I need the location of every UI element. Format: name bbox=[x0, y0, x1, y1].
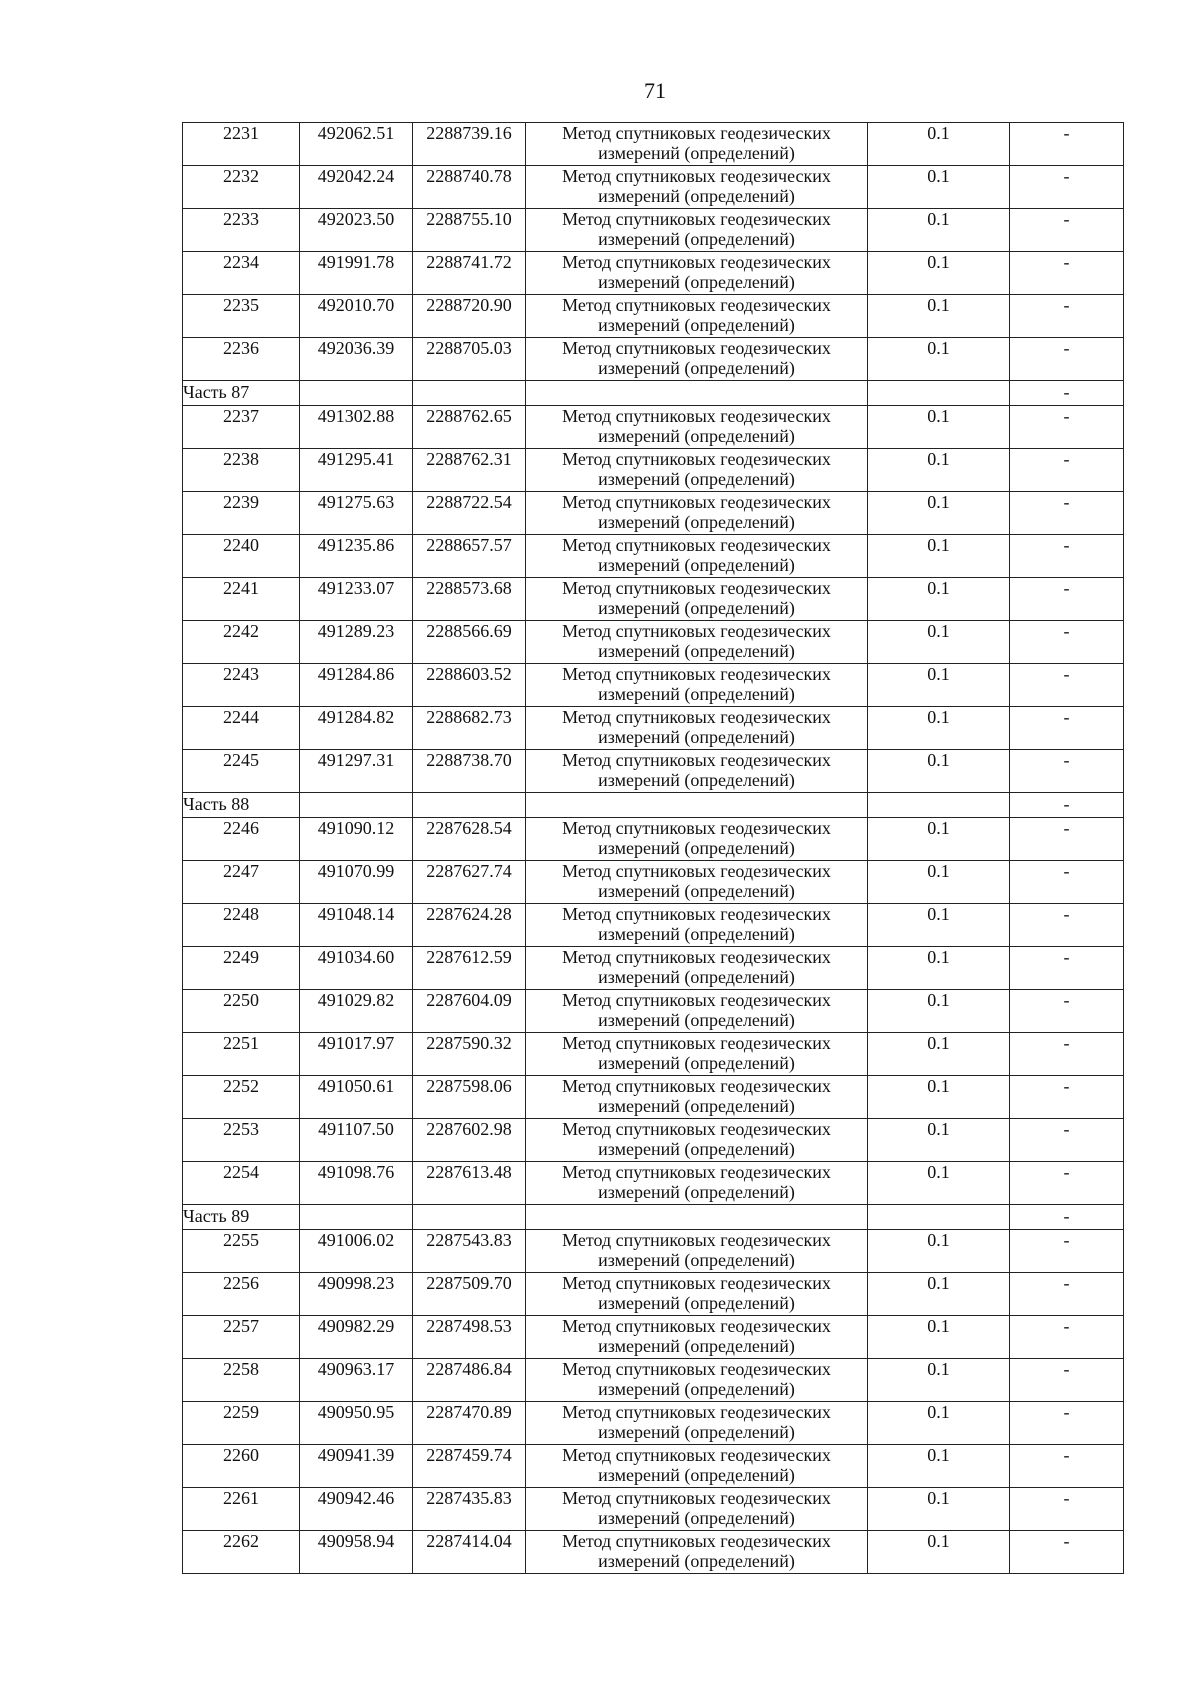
x-coordinate-cell: 491017.97 bbox=[300, 1033, 413, 1076]
method-cell: Метод спутниковых геодезических измерений (определений) bbox=[526, 1402, 868, 1445]
x-coordinate-cell: 492036.39 bbox=[300, 338, 413, 381]
extra-cell: - bbox=[1010, 947, 1124, 990]
empty-cell bbox=[413, 793, 526, 818]
x-coordinate-cell: 491070.99 bbox=[300, 861, 413, 904]
method-cell: Метод спутниковых геодезических измерений (определений) bbox=[526, 492, 868, 535]
extra-cell: - bbox=[1010, 449, 1124, 492]
point-number-cell: 2243 bbox=[183, 664, 300, 707]
table-row bbox=[183, 904, 1124, 947]
accuracy-cell: 0.1 bbox=[868, 1162, 1010, 1205]
point-number-cell: 2252 bbox=[183, 1076, 300, 1119]
table-row bbox=[183, 1033, 1124, 1076]
x-coordinate-cell: 491050.61 bbox=[300, 1076, 413, 1119]
empty-cell bbox=[413, 381, 526, 406]
y-coordinate-cell: 2287414.04 bbox=[413, 1531, 526, 1574]
point-number-cell: 2251 bbox=[183, 1033, 300, 1076]
extra-cell: - bbox=[1010, 338, 1124, 381]
x-coordinate-cell: 492023.50 bbox=[300, 209, 413, 252]
table-row bbox=[183, 295, 1124, 338]
table-row bbox=[183, 621, 1124, 664]
y-coordinate-cell: 2287590.32 bbox=[413, 1033, 526, 1076]
point-number-cell: 2235 bbox=[183, 295, 300, 338]
x-coordinate-cell: 491034.60 bbox=[300, 947, 413, 990]
accuracy-cell: 0.1 bbox=[868, 1359, 1010, 1402]
y-coordinate-cell: 2288722.54 bbox=[413, 492, 526, 535]
method-cell: Метод спутниковых геодезических измерений (определений) bbox=[526, 1488, 868, 1531]
table-row bbox=[183, 535, 1124, 578]
table-row bbox=[183, 818, 1124, 861]
extra-cell: - bbox=[1010, 209, 1124, 252]
extra-cell: - bbox=[1010, 1445, 1124, 1488]
point-number-cell: 2240 bbox=[183, 535, 300, 578]
accuracy-cell: 0.1 bbox=[868, 818, 1010, 861]
x-coordinate-cell: 490963.17 bbox=[300, 1359, 413, 1402]
x-coordinate-cell: 490958.94 bbox=[300, 1531, 413, 1574]
table-body bbox=[183, 123, 1124, 1574]
extra-cell: - bbox=[1010, 1076, 1124, 1119]
method-cell: Метод спутниковых геодезических измерений (определений) bbox=[526, 818, 868, 861]
extra-cell: - bbox=[1010, 535, 1124, 578]
y-coordinate-cell: 2288738.70 bbox=[413, 750, 526, 793]
point-number-cell: 2254 bbox=[183, 1162, 300, 1205]
empty-cell bbox=[526, 793, 868, 818]
accuracy-cell: 0.1 bbox=[868, 1488, 1010, 1531]
table-row bbox=[183, 861, 1124, 904]
x-coordinate-cell: 491289.23 bbox=[300, 621, 413, 664]
table-row bbox=[183, 750, 1124, 793]
empty-cell bbox=[868, 1205, 1010, 1230]
table-row bbox=[183, 1076, 1124, 1119]
accuracy-cell: 0.1 bbox=[868, 707, 1010, 750]
point-number-cell: 2238 bbox=[183, 449, 300, 492]
method-cell: Метод спутниковых геодезических измерений (определений) bbox=[526, 252, 868, 295]
accuracy-cell: 0.1 bbox=[868, 1445, 1010, 1488]
extra-cell: - bbox=[1010, 1488, 1124, 1531]
method-cell: Метод спутниковых геодезических измерений (определений) bbox=[526, 1531, 868, 1574]
table-row bbox=[183, 947, 1124, 990]
table-row bbox=[183, 1531, 1124, 1574]
method-cell: Метод спутниковых геодезических измерений (определений) bbox=[526, 166, 868, 209]
method-cell: Метод спутниковых геодезических измерений (определений) bbox=[526, 1162, 868, 1205]
extra-cell: - bbox=[1010, 904, 1124, 947]
point-number-cell: 2255 bbox=[183, 1230, 300, 1273]
point-number-cell: 2242 bbox=[183, 621, 300, 664]
point-number-cell: 2250 bbox=[183, 990, 300, 1033]
x-coordinate-cell: 492010.70 bbox=[300, 295, 413, 338]
y-coordinate-cell: 2288755.10 bbox=[413, 209, 526, 252]
y-coordinate-cell: 2288682.73 bbox=[413, 707, 526, 750]
point-number-cell: 2245 bbox=[183, 750, 300, 793]
y-coordinate-cell: 2287602.98 bbox=[413, 1119, 526, 1162]
point-number-cell: 2258 bbox=[183, 1359, 300, 1402]
table-row bbox=[183, 209, 1124, 252]
x-coordinate-cell: 490950.95 bbox=[300, 1402, 413, 1445]
extra-cell: - bbox=[1010, 381, 1124, 406]
x-coordinate-cell: 491107.50 bbox=[300, 1119, 413, 1162]
accuracy-cell: 0.1 bbox=[868, 1119, 1010, 1162]
accuracy-cell: 0.1 bbox=[868, 209, 1010, 252]
extra-cell: - bbox=[1010, 406, 1124, 449]
accuracy-cell: 0.1 bbox=[868, 338, 1010, 381]
table-row bbox=[183, 664, 1124, 707]
method-cell: Метод спутниковых геодезических измерений (определений) bbox=[526, 209, 868, 252]
x-coordinate-cell: 491090.12 bbox=[300, 818, 413, 861]
extra-cell: - bbox=[1010, 1359, 1124, 1402]
accuracy-cell: 0.1 bbox=[868, 166, 1010, 209]
table-row bbox=[183, 578, 1124, 621]
part-header-row bbox=[183, 793, 1124, 818]
coordinates-table bbox=[182, 122, 1124, 1574]
accuracy-cell: 0.1 bbox=[868, 947, 1010, 990]
empty-cell bbox=[300, 1205, 413, 1230]
x-coordinate-cell: 491284.82 bbox=[300, 707, 413, 750]
table-row bbox=[183, 707, 1124, 750]
y-coordinate-cell: 2287624.28 bbox=[413, 904, 526, 947]
table-row bbox=[183, 1488, 1124, 1531]
x-coordinate-cell: 490998.23 bbox=[300, 1273, 413, 1316]
x-coordinate-cell: 491048.14 bbox=[300, 904, 413, 947]
extra-cell: - bbox=[1010, 1033, 1124, 1076]
method-cell: Метод спутниковых геодезических измерений (определений) bbox=[526, 664, 868, 707]
part-label-cell: Часть 87 bbox=[183, 381, 300, 406]
point-number-cell: 2257 bbox=[183, 1316, 300, 1359]
method-cell: Метод спутниковых геодезических измерений (определений) bbox=[526, 707, 868, 750]
extra-cell: - bbox=[1010, 707, 1124, 750]
method-cell: Метод спутниковых геодезических измерений (определений) bbox=[526, 295, 868, 338]
accuracy-cell: 0.1 bbox=[868, 252, 1010, 295]
x-coordinate-cell: 491006.02 bbox=[300, 1230, 413, 1273]
x-coordinate-cell: 492042.24 bbox=[300, 166, 413, 209]
x-coordinate-cell: 490941.39 bbox=[300, 1445, 413, 1488]
point-number-cell: 2248 bbox=[183, 904, 300, 947]
empty-cell bbox=[868, 381, 1010, 406]
y-coordinate-cell: 2288740.78 bbox=[413, 166, 526, 209]
x-coordinate-cell: 491302.88 bbox=[300, 406, 413, 449]
y-coordinate-cell: 2288705.03 bbox=[413, 338, 526, 381]
accuracy-cell: 0.1 bbox=[868, 535, 1010, 578]
method-cell: Метод спутниковых геодезических измерений (определений) bbox=[526, 1230, 868, 1273]
y-coordinate-cell: 2288762.65 bbox=[413, 406, 526, 449]
table-row bbox=[183, 990, 1124, 1033]
table-row bbox=[183, 1230, 1124, 1273]
point-number-cell: 2231 bbox=[183, 123, 300, 166]
method-cell: Метод спутниковых геодезических измерений (определений) bbox=[526, 1445, 868, 1488]
extra-cell: - bbox=[1010, 1119, 1124, 1162]
part-header-row bbox=[183, 381, 1124, 406]
accuracy-cell: 0.1 bbox=[868, 449, 1010, 492]
extra-cell: - bbox=[1010, 1205, 1124, 1230]
point-number-cell: 2259 bbox=[183, 1402, 300, 1445]
y-coordinate-cell: 2288573.68 bbox=[413, 578, 526, 621]
point-number-cell: 2233 bbox=[183, 209, 300, 252]
extra-cell: - bbox=[1010, 295, 1124, 338]
y-coordinate-cell: 2287598.06 bbox=[413, 1076, 526, 1119]
accuracy-cell: 0.1 bbox=[868, 990, 1010, 1033]
empty-cell bbox=[868, 793, 1010, 818]
empty-cell bbox=[526, 1205, 868, 1230]
method-cell: Метод спутниковых геодезических измерений (определений) bbox=[526, 406, 868, 449]
empty-cell bbox=[300, 793, 413, 818]
part-label-cell: Часть 89 bbox=[183, 1205, 300, 1230]
y-coordinate-cell: 2288566.69 bbox=[413, 621, 526, 664]
method-cell: Метод спутниковых геодезических измерений (определений) bbox=[526, 1033, 868, 1076]
y-coordinate-cell: 2287543.83 bbox=[413, 1230, 526, 1273]
accuracy-cell: 0.1 bbox=[868, 1273, 1010, 1316]
y-coordinate-cell: 2288720.90 bbox=[413, 295, 526, 338]
empty-cell bbox=[526, 381, 868, 406]
extra-cell: - bbox=[1010, 123, 1124, 166]
y-coordinate-cell: 2287613.48 bbox=[413, 1162, 526, 1205]
y-coordinate-cell: 2287470.89 bbox=[413, 1402, 526, 1445]
extra-cell: - bbox=[1010, 621, 1124, 664]
method-cell: Метод спутниковых геодезических измерений (определений) bbox=[526, 449, 868, 492]
x-coordinate-cell: 491235.86 bbox=[300, 535, 413, 578]
y-coordinate-cell: 2288762.31 bbox=[413, 449, 526, 492]
accuracy-cell: 0.1 bbox=[868, 1316, 1010, 1359]
x-coordinate-cell: 491295.41 bbox=[300, 449, 413, 492]
empty-cell bbox=[413, 1205, 526, 1230]
point-number-cell: 2253 bbox=[183, 1119, 300, 1162]
extra-cell: - bbox=[1010, 750, 1124, 793]
table-row bbox=[183, 1162, 1124, 1205]
point-number-cell: 2261 bbox=[183, 1488, 300, 1531]
accuracy-cell: 0.1 bbox=[868, 1402, 1010, 1445]
extra-cell: - bbox=[1010, 664, 1124, 707]
extra-cell: - bbox=[1010, 492, 1124, 535]
table-row bbox=[183, 1402, 1124, 1445]
x-coordinate-cell: 491233.07 bbox=[300, 578, 413, 621]
y-coordinate-cell: 2288603.52 bbox=[413, 664, 526, 707]
x-coordinate-cell: 491029.82 bbox=[300, 990, 413, 1033]
extra-cell: - bbox=[1010, 578, 1124, 621]
table-row bbox=[183, 166, 1124, 209]
point-number-cell: 2237 bbox=[183, 406, 300, 449]
table-row bbox=[183, 252, 1124, 295]
point-number-cell: 2234 bbox=[183, 252, 300, 295]
extra-cell: - bbox=[1010, 166, 1124, 209]
table-row bbox=[183, 449, 1124, 492]
y-coordinate-cell: 2287627.74 bbox=[413, 861, 526, 904]
table-row bbox=[183, 123, 1124, 166]
y-coordinate-cell: 2288739.16 bbox=[413, 123, 526, 166]
table-row bbox=[183, 338, 1124, 381]
point-number-cell: 2249 bbox=[183, 947, 300, 990]
accuracy-cell: 0.1 bbox=[868, 1230, 1010, 1273]
extra-cell: - bbox=[1010, 990, 1124, 1033]
accuracy-cell: 0.1 bbox=[868, 1531, 1010, 1574]
table-row bbox=[183, 1316, 1124, 1359]
method-cell: Метод спутниковых геодезических измерений (определений) bbox=[526, 947, 868, 990]
point-number-cell: 2256 bbox=[183, 1273, 300, 1316]
point-number-cell: 2239 bbox=[183, 492, 300, 535]
x-coordinate-cell: 491297.31 bbox=[300, 750, 413, 793]
point-number-cell: 2244 bbox=[183, 707, 300, 750]
extra-cell: - bbox=[1010, 1230, 1124, 1273]
extra-cell: - bbox=[1010, 1162, 1124, 1205]
method-cell: Метод спутниковых геодезических измерений (определений) bbox=[526, 1076, 868, 1119]
method-cell: Метод спутниковых геодезических измерений (определений) bbox=[526, 990, 868, 1033]
part-header-row bbox=[183, 1205, 1124, 1230]
accuracy-cell: 0.1 bbox=[868, 123, 1010, 166]
extra-cell: - bbox=[1010, 818, 1124, 861]
empty-cell bbox=[300, 381, 413, 406]
y-coordinate-cell: 2287612.59 bbox=[413, 947, 526, 990]
x-coordinate-cell: 491098.76 bbox=[300, 1162, 413, 1205]
point-number-cell: 2236 bbox=[183, 338, 300, 381]
method-cell: Метод спутниковых геодезических измерений (определений) bbox=[526, 861, 868, 904]
table-row bbox=[183, 1273, 1124, 1316]
method-cell: Метод спутниковых геодезических измерений (определений) bbox=[526, 123, 868, 166]
y-coordinate-cell: 2287509.70 bbox=[413, 1273, 526, 1316]
y-coordinate-cell: 2287604.09 bbox=[413, 990, 526, 1033]
x-coordinate-cell: 490982.29 bbox=[300, 1316, 413, 1359]
method-cell: Метод спутниковых геодезических измерений (определений) bbox=[526, 338, 868, 381]
accuracy-cell: 0.1 bbox=[868, 904, 1010, 947]
point-number-cell: 2247 bbox=[183, 861, 300, 904]
point-number-cell: 2232 bbox=[183, 166, 300, 209]
x-coordinate-cell: 491275.63 bbox=[300, 492, 413, 535]
method-cell: Метод спутниковых геодезических измерений (определений) bbox=[526, 1359, 868, 1402]
x-coordinate-cell: 491284.86 bbox=[300, 664, 413, 707]
accuracy-cell: 0.1 bbox=[868, 861, 1010, 904]
y-coordinate-cell: 2287486.84 bbox=[413, 1359, 526, 1402]
y-coordinate-cell: 2288741.72 bbox=[413, 252, 526, 295]
extra-cell: - bbox=[1010, 1402, 1124, 1445]
x-coordinate-cell: 491991.78 bbox=[300, 252, 413, 295]
page-number: 71 bbox=[644, 78, 666, 103]
accuracy-cell: 0.1 bbox=[868, 1076, 1010, 1119]
point-number-cell: 2246 bbox=[183, 818, 300, 861]
y-coordinate-cell: 2287435.83 bbox=[413, 1488, 526, 1531]
y-coordinate-cell: 2288657.57 bbox=[413, 535, 526, 578]
table-row bbox=[183, 1359, 1124, 1402]
method-cell: Метод спутниковых геодезических измерений (определений) bbox=[526, 1119, 868, 1162]
table-row bbox=[183, 406, 1124, 449]
table-row bbox=[183, 1119, 1124, 1162]
method-cell: Метод спутниковых геодезических измерений (определений) bbox=[526, 1316, 868, 1359]
accuracy-cell: 0.1 bbox=[868, 295, 1010, 338]
accuracy-cell: 0.1 bbox=[868, 621, 1010, 664]
accuracy-cell: 0.1 bbox=[868, 492, 1010, 535]
point-number-cell: 2260 bbox=[183, 1445, 300, 1488]
method-cell: Метод спутниковых геодезических измерений (определений) bbox=[526, 750, 868, 793]
accuracy-cell: 0.1 bbox=[868, 664, 1010, 707]
accuracy-cell: 0.1 bbox=[868, 1033, 1010, 1076]
point-number-cell: 2262 bbox=[183, 1531, 300, 1574]
extra-cell: - bbox=[1010, 252, 1124, 295]
extra-cell: - bbox=[1010, 1273, 1124, 1316]
table-row bbox=[183, 492, 1124, 535]
part-label-cell: Часть 88 bbox=[183, 793, 300, 818]
extra-cell: - bbox=[1010, 861, 1124, 904]
x-coordinate-cell: 490942.46 bbox=[300, 1488, 413, 1531]
table-row bbox=[183, 1445, 1124, 1488]
method-cell: Метод спутниковых геодезических измерений (определений) bbox=[526, 1273, 868, 1316]
y-coordinate-cell: 2287459.74 bbox=[413, 1445, 526, 1488]
method-cell: Метод спутниковых геодезических измерений (определений) bbox=[526, 535, 868, 578]
y-coordinate-cell: 2287498.53 bbox=[413, 1316, 526, 1359]
extra-cell: - bbox=[1010, 1316, 1124, 1359]
extra-cell: - bbox=[1010, 793, 1124, 818]
accuracy-cell: 0.1 bbox=[868, 406, 1010, 449]
accuracy-cell: 0.1 bbox=[868, 750, 1010, 793]
method-cell: Метод спутниковых геодезических измерений (определений) bbox=[526, 621, 868, 664]
accuracy-cell: 0.1 bbox=[868, 578, 1010, 621]
y-coordinate-cell: 2287628.54 bbox=[413, 818, 526, 861]
method-cell: Метод спутниковых геодезических измерений (определений) bbox=[526, 578, 868, 621]
point-number-cell: 2241 bbox=[183, 578, 300, 621]
x-coordinate-cell: 492062.51 bbox=[300, 123, 413, 166]
method-cell: Метод спутниковых геодезических измерений (определений) bbox=[526, 904, 868, 947]
extra-cell: - bbox=[1010, 1531, 1124, 1574]
